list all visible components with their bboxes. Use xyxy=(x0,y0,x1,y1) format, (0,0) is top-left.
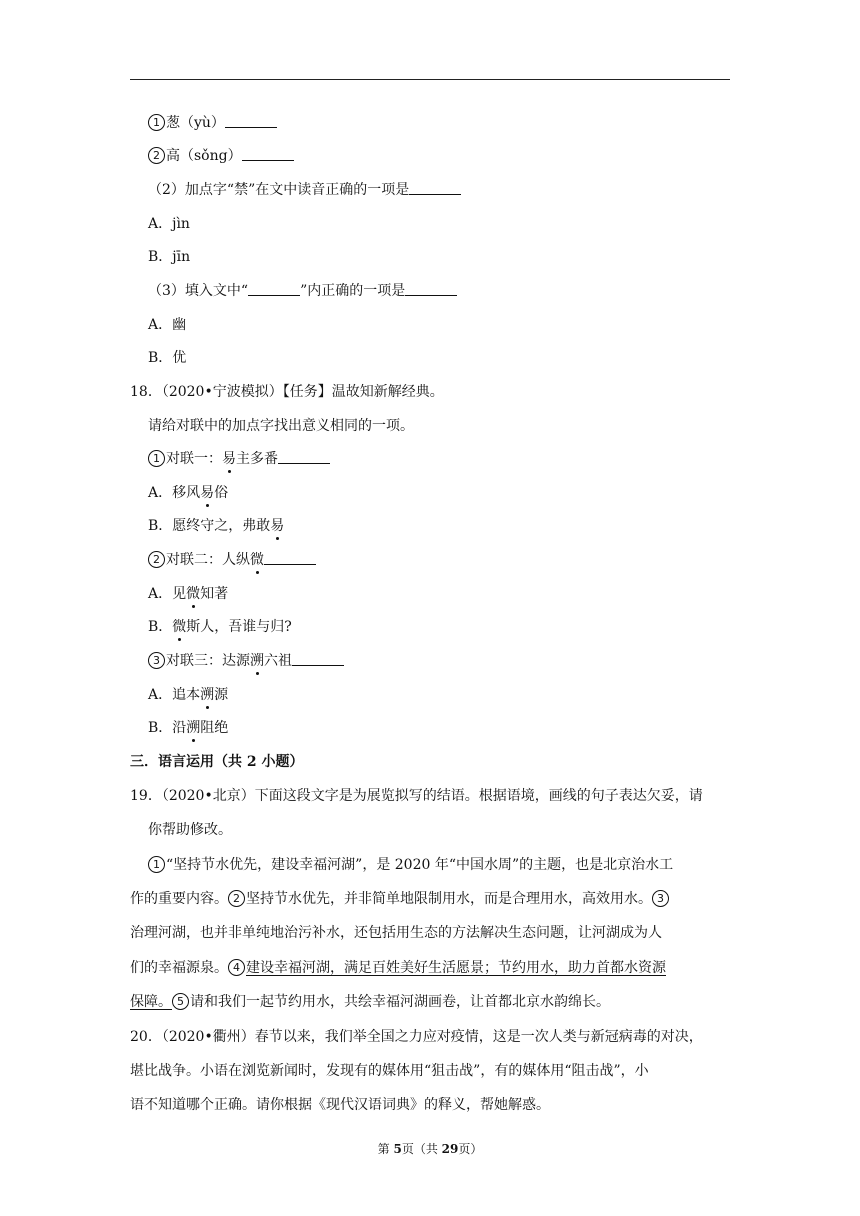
dotted-char: 溯 xyxy=(200,687,215,703)
page-footer: 第 5页（共 29页） xyxy=(377,1142,483,1156)
q18-couplet-3: 3 对联三：达源溯六祖 xyxy=(148,651,344,671)
total-pages: 29 xyxy=(441,1142,459,1156)
header-rule xyxy=(130,79,730,80)
circled-number: 2 xyxy=(148,147,165,164)
q19-passage-line-4: 们的幸福源泉。 4 建设幸福河湖，满足百姓美好生活愿景；节约用水，助力首都水资源 xyxy=(130,960,666,976)
q20-line-2: 堪比战争。小语在浏览新闻时，发现有的媒体用“狙击战”，有的媒体用“阻击战”，小 xyxy=(130,1063,649,1079)
q18-header: 18．（2020•宁波模拟）【任务】温故知新解经典。 xyxy=(130,384,444,400)
circled-number: 1 xyxy=(148,450,165,467)
q19-passage-line-2: 作的重要内容。 2 坚持节水优先，并非简单地限制用水，而是合理用水，高效用水。 3 xyxy=(130,889,670,909)
section-heading: 三．语言运用（共 2 小题） xyxy=(130,754,304,770)
q19-passage-line-3: 治理河湖，也并非单纯地治污补水，还包括用生态的方法解决生态问题，让河湖成为人 xyxy=(130,925,662,941)
q17-sub3: （3）填入文中“ ”内正确的一项是 xyxy=(148,281,457,301)
circled-number: 4 xyxy=(228,959,245,976)
q18-c1-option-a: A．移风易俗 xyxy=(148,485,229,501)
q17-sub2-option-a: A．jìn xyxy=(148,216,190,232)
q18-c2-option-b: B．微斯人，吾谁与归? xyxy=(148,619,292,635)
q19-line-2: 你帮助修改。 xyxy=(148,822,232,838)
circled-number: 2 xyxy=(148,551,165,568)
dotted-char: 微 xyxy=(186,586,201,602)
q17-sub2: （2）加点字“禁”在文中读音正确的一项是 xyxy=(148,180,461,200)
q18-c3-option-a: A．追本溯源 xyxy=(148,687,229,703)
q18-c1-option-b: B．愿终守之，弗敢易 xyxy=(148,518,285,534)
q18-c2-option-a: A．见微知著 xyxy=(148,586,229,602)
answer-blank[interactable] xyxy=(278,449,330,464)
page-number: 5 xyxy=(393,1142,402,1156)
dotted-char: 易 xyxy=(222,451,236,467)
dotted-char: 易 xyxy=(270,518,285,534)
circled-number: 3 xyxy=(652,890,669,907)
q17-sub3-option-b: B．优 xyxy=(148,350,187,366)
circled-number: 1 xyxy=(148,114,165,131)
answer-blank[interactable] xyxy=(292,651,344,666)
q19-passage-line-1: 1 “坚持节水优先，建设幸福河湖”，是 2020 年“中国水周”的主题，也是北京治水工 xyxy=(148,855,673,875)
q20-line-1: 20．（2020•衢州）春节以来，我们举全国之力应对疫情，这是一次人类与新冠病毒的对决， xyxy=(130,1029,703,1045)
dotted-char: 溯 xyxy=(186,720,201,736)
q17-item-1: 1 葱（yù） xyxy=(148,113,277,133)
q17-sub3-option-a: A．幽 xyxy=(148,317,187,333)
q18-couplet-1: 1 对联一：易主多番 xyxy=(148,449,330,469)
circled-number: 5 xyxy=(172,993,189,1010)
dotted-char: 微 xyxy=(172,619,187,635)
answer-blank[interactable] xyxy=(409,180,461,195)
q18-instruction: 请给对联中的加点字找出意义相同的一项。 xyxy=(148,418,414,434)
dotted-char: 微 xyxy=(250,552,264,568)
circled-number: 2 xyxy=(228,890,245,907)
answer-blank[interactable] xyxy=(225,113,277,128)
underlined-sentence: 保障。 xyxy=(130,994,172,1010)
q19-line-1: 19．（2020•北京）下面这段文字是为展览拟写的结语。根据语境，画线的句子表达欠妥，请 xyxy=(130,788,703,804)
q18-c3-option-b: B．沿溯阻绝 xyxy=(148,720,229,736)
answer-blank[interactable] xyxy=(264,550,316,565)
underlined-sentence: 建设幸福河湖，满足百姓美好生活愿景；节约用水，助力首都水资源 xyxy=(246,960,666,976)
dotted-char: 易 xyxy=(200,485,215,501)
q18-couplet-2: 2 对联二：人纵微 xyxy=(148,550,316,570)
q19-passage-line-5: 保障。 5 请和我们一起节约用水，共绘幸福河湖画卷，让首都北京水韵绵长。 xyxy=(130,994,610,1010)
circled-number: 1 xyxy=(148,856,165,873)
q17-item-2: 2 高（sǒng） xyxy=(148,146,294,166)
dotted-char: 溯 xyxy=(250,653,264,669)
q20-line-3: 语不知道哪个正确。请你根据《现代汉语词典》的释义，帮她解惑。 xyxy=(130,1097,550,1113)
answer-blank[interactable] xyxy=(405,281,457,296)
inline-blank[interactable] xyxy=(248,281,300,296)
circled-number: 3 xyxy=(148,652,165,669)
q17-sub2-option-b: B．jīn xyxy=(148,249,191,265)
answer-blank[interactable] xyxy=(242,146,294,161)
